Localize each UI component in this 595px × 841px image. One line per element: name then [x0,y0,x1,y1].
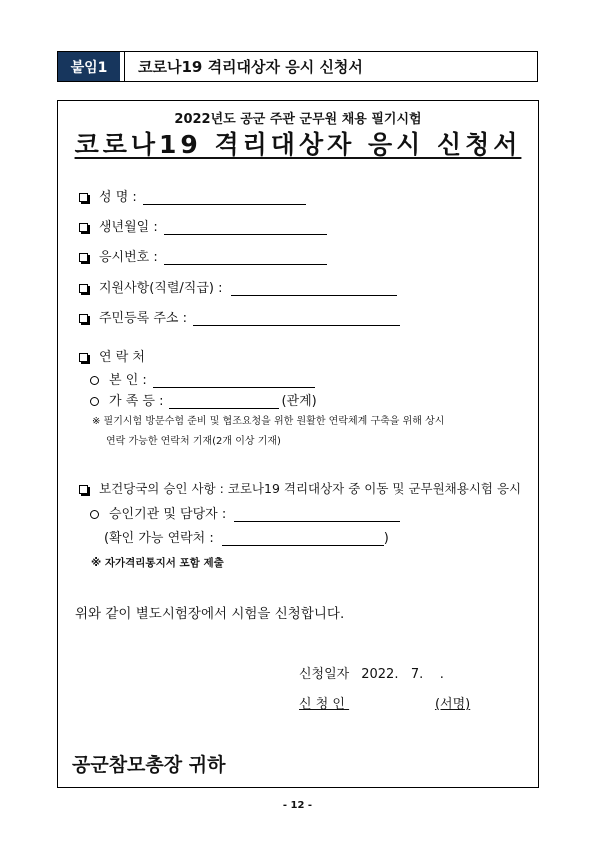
phone-field[interactable] [222,531,384,546]
self-contact-row [90,369,315,388]
statement: 위와 같이 별도시험장에서 시험을 신청합니다. [75,606,345,622]
family-contact-field[interactable] [169,394,279,409]
position-field[interactable] [231,281,397,296]
checkbox-icon [79,353,88,362]
checkbox-icon [79,253,88,262]
application-form [57,100,539,788]
agency-field[interactable] [234,507,400,522]
phone-close: ) [383,531,389,546]
contact-heading-row [79,346,145,365]
exam-no-row [79,246,327,265]
name-row [79,186,306,205]
date-value: 2022. 7. . [361,667,444,682]
page-number: - 12 - [282,800,313,811]
family-contact-label: 가 족 등 : [109,394,164,409]
address-field[interactable] [193,311,400,326]
attachment-title: 코로나19 격리대상자 응시 신청서 [120,52,537,81]
address-row [79,307,400,326]
circle-bullet-icon [90,376,99,385]
checkbox-icon [79,223,88,232]
address-label: 주민등록 주소 : [99,311,187,326]
birth-row [79,216,327,235]
exam-no-field[interactable] [164,250,327,265]
submit-note: ※ 자가격리통지서 포함 제출 [91,557,224,569]
birth-field[interactable] [164,220,327,235]
family-contact-row [90,390,317,409]
relation-label: (관계) [281,394,317,409]
statement-row [75,602,344,622]
applicant-label[interactable]: 신 청 인 [299,697,345,712]
contact-note-line1: ※ 필기시험 방문수험 준비 및 협조요청을 위한 원활한 연락체계 구축을 위해 상시 [92,416,445,427]
date-label: 신청일자 [299,667,350,682]
name-label: 성 명 : [99,190,137,205]
attachment-tag: 붙임1 [58,52,120,81]
position-row [79,277,397,296]
signature-label: (서명) [434,697,471,712]
self-contact-field[interactable] [153,373,315,388]
circle-bullet-icon [90,397,99,406]
addressee: 공군참모총장 귀하 [72,754,226,776]
submit-note-row [91,555,224,570]
contact-heading: 연 락 처 [99,350,145,365]
checkbox-icon [79,485,88,494]
approval-heading-row [79,479,521,497]
contact-note-line2: 연락 가능한 연락처 기재(2개 이상 기재) [106,436,281,447]
date-row [299,663,444,682]
phone-row [104,527,389,546]
exam-no-label: 응시번호 : [99,250,158,265]
attachment-header [57,51,538,82]
checkbox-icon [79,314,88,323]
birth-label: 생년월일 : [99,220,158,235]
approval-heading: 보건당국의 승인 사항 : 코로나19 격리대상자 중 이동 및 군무원채용시험 응시 [99,481,522,496]
agency-label: 승인기관 및 담당자 : [109,507,227,522]
contact-note [92,412,444,452]
applicant-sign-space[interactable] [345,697,435,712]
circle-bullet-icon [90,510,99,519]
agency-row [90,503,400,522]
form-title: 코로나19 격리대상자 응시 신청서 [74,130,522,159]
form-subtitle: 2022년도 공군 주관 군무원 채용 필기시험 [174,112,422,127]
checkbox-icon [79,284,88,293]
position-label: 지원사항(직렬/직급) : [99,281,223,296]
checkbox-icon [79,193,88,202]
phone-label: (확인 가능 연락처 : [104,531,214,546]
name-field[interactable] [143,190,306,205]
self-contact-label: 본 인 : [109,373,147,388]
applicant-row [299,693,470,712]
